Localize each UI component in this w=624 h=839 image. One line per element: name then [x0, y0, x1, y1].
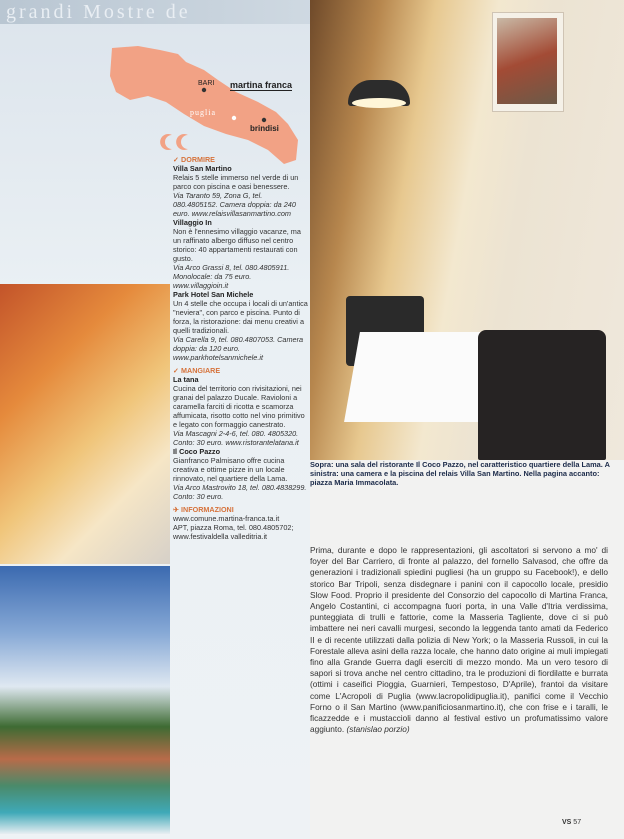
article-body: [310, 545, 608, 735]
entry-name: Il Coco Pazzo: [173, 447, 221, 456]
moon-icon: [160, 134, 172, 150]
informazioni-heading: ✈ INFORMAZIONI: [173, 505, 234, 514]
entry-name: Park Hotel San Michele: [173, 290, 254, 299]
entry-info: Via Carella 9, tel. 080.4807053. Camera doppia: da 120 euro. www.parkhotelsanmichele.it: [173, 335, 304, 362]
entry-info: Via Arco Mastrovito 18, tel. 080.4838299. Conto: 30 euro.: [173, 483, 307, 501]
mangiare-entry: [173, 447, 308, 501]
map-label-martina-franca: martina franca: [230, 80, 293, 90]
entry-desc: Relais 5 stelle immerso nel verde di un parco con piscina e oasi benessere.: [173, 173, 299, 191]
page-folio: VS 57: [562, 819, 582, 826]
moon-icon-2: [176, 134, 188, 150]
mangiare-entry: [173, 375, 308, 447]
wall-picture: [497, 18, 557, 104]
bari-marker: [202, 88, 206, 92]
map-region-shape: [110, 46, 298, 164]
info-column: [173, 155, 308, 541]
section-header: grandi Mostre de: [0, 0, 316, 24]
lamp-light: [352, 98, 406, 108]
map-label-brindisi: brindisi: [250, 124, 279, 133]
mangiare-heading: ✓ MANGIARE: [173, 366, 221, 375]
entry-name: Villaggio In: [173, 218, 212, 227]
info-line: www.festivaldella valleditria.it: [173, 532, 268, 541]
map-label-bari: BARI: [198, 80, 215, 87]
hotel-room-photo: [0, 284, 170, 564]
entry-desc: Cucina del territorio con rivisitazioni, nei granai del palazzo Ducale. Ravioloni a caramella farciti di ricotta e scamorza affumicata, risotto cotto nel vino primitivo e legato con formaggio canestrato.: [173, 384, 305, 429]
dormire-heading: ✓ DORMIRE: [173, 155, 215, 164]
entry-name: La tana: [173, 375, 199, 384]
chair-front: [478, 330, 606, 460]
byline: (stanislao porzio): [346, 724, 410, 735]
entry-info: Via Mascagni 2-4-6, tel. 080. 4805320. Conto: 30 euro. www.ristorantelatana.it: [173, 429, 299, 447]
martina-marker: [232, 116, 236, 120]
entry-info: Via Arco Grassi 8, tel. 080.4805911. Monolocale: da 75 euro. www.villaggioin.it: [173, 263, 290, 290]
entry-name: Villa San Martino: [173, 164, 232, 173]
entry-desc: Un 4 stelle che occupa i locali di un'antica "neviera", con parco e piscina. Punto di forza, la ristorazione: dai menu creativi a quelli tradizionali.: [173, 299, 308, 335]
entry-info: Via Taranto 59, Zona G, tel. 080.4805152. Camera doppia: da 240 euro. www.relaisvillasanmartino.com: [173, 191, 296, 218]
entry-desc: Non è l'ennesimo villaggio vacanze, ma un raffinato albergo diffuso nel centro storico: 40 appartamenti restaurati con gusto.: [173, 227, 301, 263]
dormire-entry: [173, 290, 308, 362]
info-line: www.comune.martina-franca.ta.it: [173, 514, 280, 523]
map-label-puglia: puglia: [190, 108, 216, 117]
pool-photo: [0, 566, 170, 834]
dormire-entry: [173, 218, 308, 290]
article-text: Prima, durante e dopo le rappresentazioni, gli ascoltatori si servono a mo' di foyer del Bar Carriero, di fronte al palazzo, del fornello Salvasod, che offre da generazioni i tradizionali spiedini pugliesi (ha un gruppo su Facebook!), e dello storico Bar Tripoli, senza disdegnare i panini con il capocollo locale, presidio Slow Food. Proprio il presidente del Consorzio del capocollo di Martina Franca, Angelo Costantini, ci accompagna fuori porta, in una Valle d'Itria verdissima, punteggiata di trulli e fattorie, come la Masseria Tagliente, dove ci si può imbattere nei neri cavalli murgesi, secondo la leggenda tanto amati da Federico II e di recente utilizzati dalla polizia di New York; o la Masseria Russoli, in cui la Forestale alleva asini della razza locale, che hanno dato origine ai muli impiegati fino alla Grande Guerra dagli eserciti di mezzo mondo. Ma un vero tesoro di sapori si trova anche nel centro cittadino, tra le produzioni di fiordilatte e burrata (ottimi i caseifici Pioggia, Guarnieri, Tempestoso, D'Aprile), frantoi da visitare come L'Acropoli di Puglia (www.lacropolidipuglia.it), panifici come il Vecchio Forno o il San Martino (www.panificiosanmartino.it), che con frise e i taralli, le ficazzedde e i mustaccioli danno al festival estivo un profumatissimo valore aggiunto.: [310, 545, 608, 735]
photo-caption: Sopra: una sala del ristorante Il Coco Pazzo, nel caratteristico quartiere della Lama. A sinistra: una camera e la piscina del relais Villa San Martino. Nella pagina accanto: piazza Maria Immacolata.: [310, 460, 610, 487]
dormire-entry: [173, 164, 308, 218]
entry-desc: Gianfranco Palmisano offre cucina creativa e ottime pizze in un locale rinnovato, nel quartiere della Lama.: [173, 456, 288, 483]
info-line: APT, piazza Roma, tel. 080.4805702;: [173, 523, 294, 532]
brindisi-marker: [262, 118, 266, 122]
